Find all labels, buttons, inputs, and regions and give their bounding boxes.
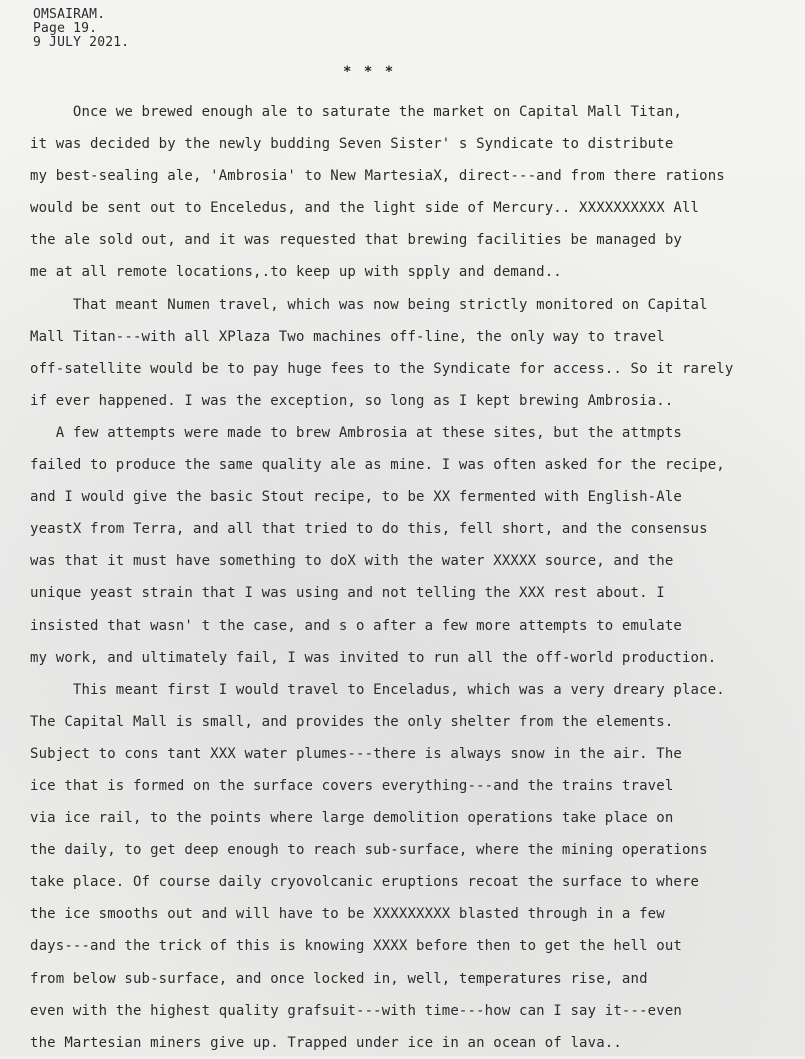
text-line: if ever happened. I was the exception, so long as I kept brewing Ambrosia.. bbox=[30, 392, 674, 409]
body-text bbox=[30, 96, 802, 1059]
text-line: would be sent out to Enceledus, and the light side of Mercury.. XXXXXXXXXX All bbox=[30, 200, 700, 217]
text-line: days---and the trick of this is knowing XXXX before then to get the hell out bbox=[30, 938, 682, 955]
text-line: ice that is formed on the surface covers everything---and the trains travel bbox=[30, 777, 674, 794]
text-line: unique yeast strain that I was using and not telling the XXX rest about. I bbox=[30, 585, 665, 602]
text-line: off-satellite would be to pay huge fees to the Syndicate for access.. So it rarely bbox=[30, 360, 734, 377]
text-line: The Capital Mall is small, and provides the only shelter from the elements. bbox=[30, 713, 674, 730]
text-line: yeastX from Terra, and all that tried to do this, fell short, and the consensus bbox=[30, 521, 708, 538]
text-line: Once we brewed enough ale to saturate the market on Capital Mall Titan, bbox=[30, 104, 682, 120]
text-line: via ice rail, to the points where large demolition operations take place on bbox=[30, 810, 674, 827]
text-line: This meant first I would travel to Enceladus, which was a very dreary place. bbox=[30, 681, 725, 698]
text-line: from below sub-surface, and once locked in, well, temperatures rise, and bbox=[30, 970, 648, 987]
header-line-2: Page 19. bbox=[33, 21, 98, 36]
text-line: and I would give the basic Stout recipe, to be XX fermented with English-Ale bbox=[30, 489, 682, 506]
text-line: even with the highest quality grafsuit---with time---how can I say it---even bbox=[30, 1002, 682, 1019]
text-line: was that it must have something to doX with the water XXXXX source, and the bbox=[30, 553, 674, 570]
text-line: the ice smooths out and will have to be XXXXXXXXX blasted through in a few bbox=[30, 906, 665, 923]
header-line-1: OMSAIRAM. bbox=[33, 7, 106, 22]
text-line: my work, and ultimately fail, I was invited to run all the off-world production. bbox=[30, 649, 717, 666]
text-line: insisted that wasn' t the case, and s o after a few more attempts to emulate bbox=[30, 617, 682, 634]
text-line: the Martesian miners give up. Trapped under ice in an ocean of lava.. bbox=[30, 1034, 622, 1051]
text-line: Subject to cons tant XXX water plumes---there is always snow in the air. The bbox=[30, 745, 682, 762]
text-line: That meant Numen travel, which was now being strictly monitored on Capital bbox=[30, 296, 708, 313]
text-line: Mall Titan---with all XPlaza Two machines off-line, the only way to travel bbox=[30, 328, 665, 345]
text-line: my best-sealing ale, 'Ambrosia' to New MartesiaX, direct---and from there rations bbox=[30, 168, 725, 185]
text-line: failed to produce the same quality ale as mine. I was often asked for the recipe, bbox=[30, 457, 725, 474]
text-line: the ale sold out, and it was requested that brewing facilities be managed by bbox=[30, 232, 682, 249]
header-line-3: 9 JULY 2021. bbox=[33, 35, 130, 50]
text-line: it was decided by the newly budding Seven Sister' s Syndicate to distribute bbox=[30, 136, 674, 153]
section-separator: * * * bbox=[343, 64, 396, 80]
page-header bbox=[33, 8, 129, 50]
text-line: A few attempts were made to brew Ambrosia at these sites, but the attmpts bbox=[30, 424, 682, 441]
text-line: the daily, to get deep enough to reach sub-surface, where the mining operations bbox=[30, 842, 708, 859]
text-line: me at all remote locations,.to keep up with spply and demand.. bbox=[30, 264, 562, 281]
text-line: take place. Of course daily cryovolcanic eruptions recoat the surface to where bbox=[30, 874, 700, 891]
